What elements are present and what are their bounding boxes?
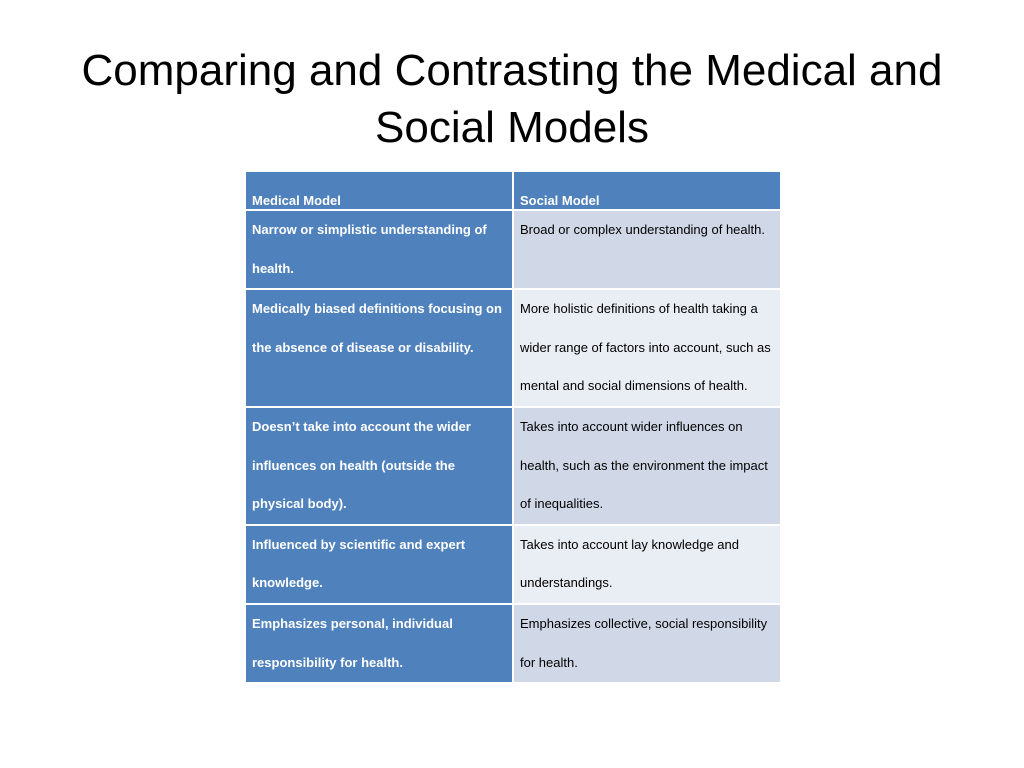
- table-row: [245, 210, 781, 289]
- table-row: [245, 525, 781, 604]
- table-row: [245, 604, 781, 683]
- social-model-cell: More holistic definitions of health taking a wider range of factors into account, such as mental and social dimensions of health.: [513, 289, 781, 407]
- social-model-cell: Takes into account lay knowledge and understandings.: [513, 525, 781, 604]
- medical-model-cell: Influenced by scientific and expert knowledge.: [245, 525, 513, 604]
- social-model-cell: Emphasizes collective, social responsibility for health.: [513, 604, 781, 683]
- medical-model-cell: Narrow or simplistic understanding of health.: [245, 210, 513, 289]
- medical-model-cell: Doesn’t take into account the wider influences on health (outside the physical body).: [245, 407, 513, 525]
- medical-model-cell: Medically biased definitions focusing on the absence of disease or disability.: [245, 289, 513, 407]
- header-social-model: Social Model: [513, 171, 781, 210]
- social-model-cell: Takes into account wider influences on health, such as the environment the impact of inequalities.: [513, 407, 781, 525]
- social-model-cell: Broad or complex understanding of health.: [513, 210, 781, 289]
- header-medical-model: Medical Model: [245, 171, 513, 210]
- table-header-row: [245, 171, 781, 210]
- table-row: [245, 289, 781, 407]
- table-row: [245, 407, 781, 525]
- comparison-table: [244, 170, 782, 684]
- medical-model-cell: Emphasizes personal, individual responsibility for health.: [245, 604, 513, 683]
- slide-title: Comparing and Contrasting the Medical and Social Models: [81, 46, 943, 152]
